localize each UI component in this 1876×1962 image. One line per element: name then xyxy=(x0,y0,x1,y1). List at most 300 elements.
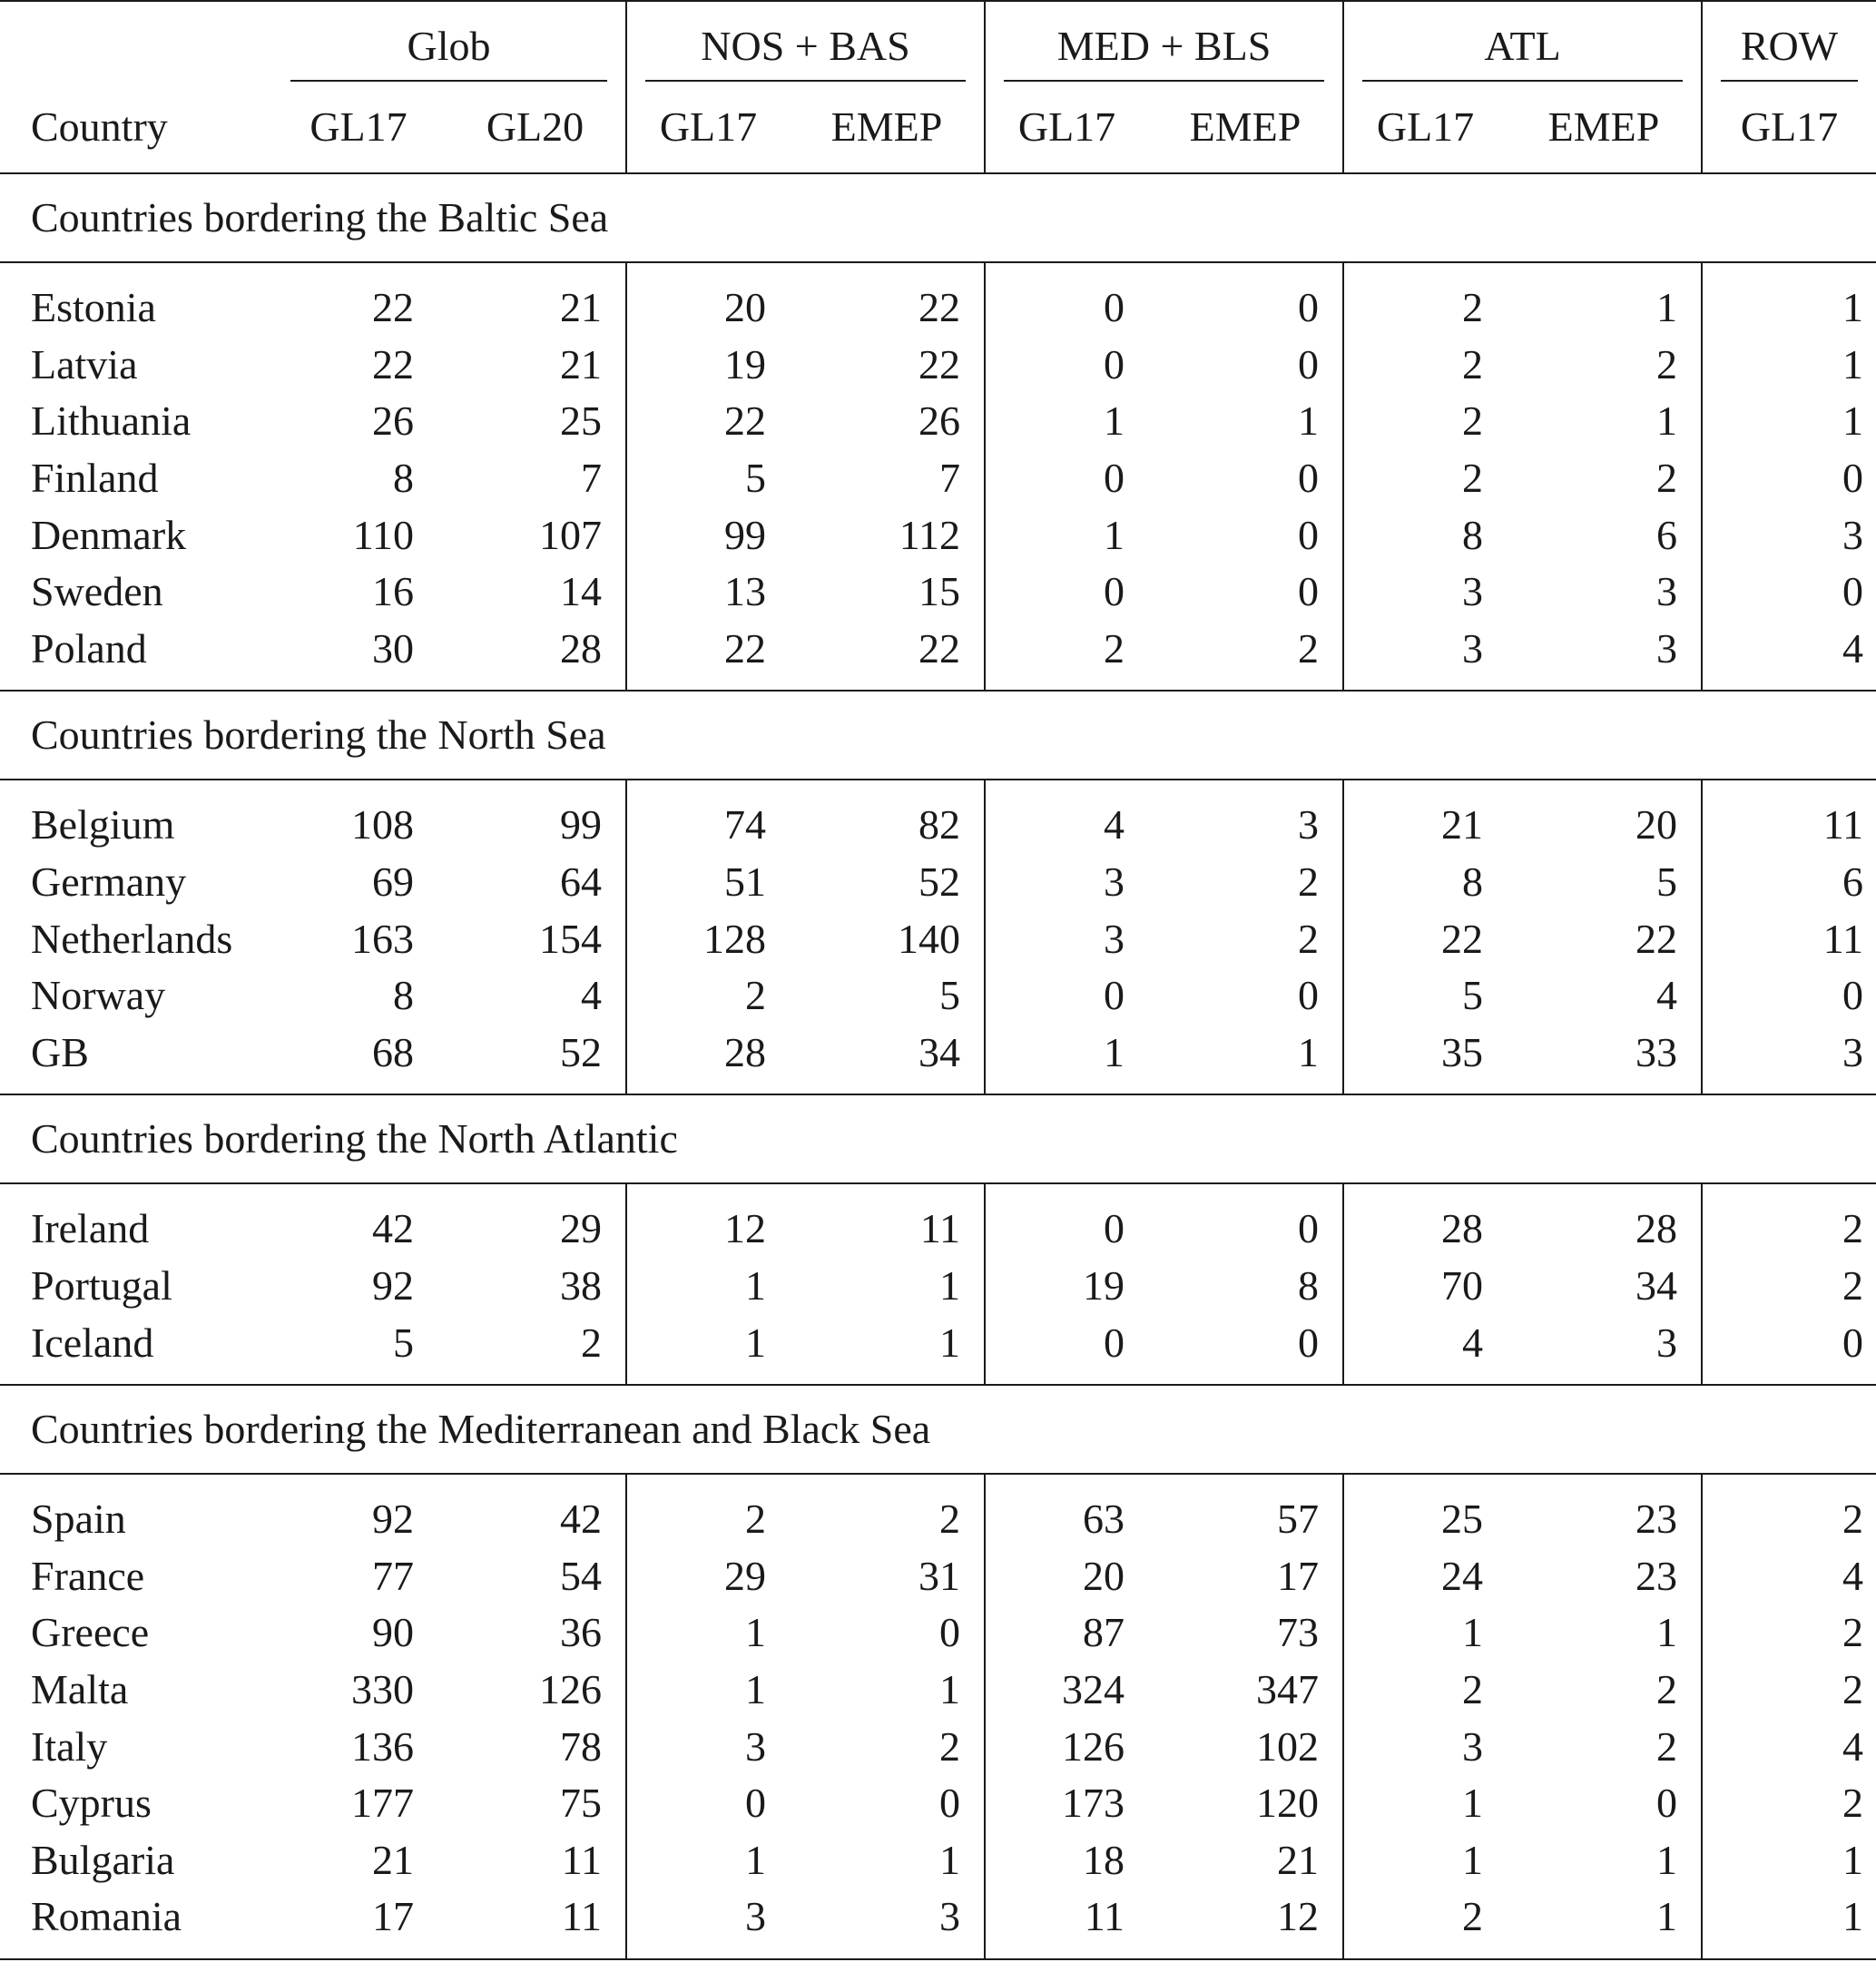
value-cell: 77 xyxy=(372,1552,414,1599)
country-name-cell: Denmark xyxy=(31,511,187,558)
value-cell: 4 xyxy=(1343,1314,1507,1371)
value-cell: 3 xyxy=(1656,568,1678,615)
country-name-cell: Belgium xyxy=(31,801,175,849)
value-cell: 64 xyxy=(560,858,602,906)
table-row xyxy=(0,1718,1876,1775)
value-cell: 22 xyxy=(918,624,961,672)
spacer-cell xyxy=(1702,1946,1876,1959)
spacer-cell xyxy=(985,262,1148,280)
group-header-blank xyxy=(0,1,272,82)
value-cell: 177 xyxy=(351,1780,414,1827)
value-cell: 2 xyxy=(985,621,1148,678)
value-cell: 29 xyxy=(626,1548,790,1605)
spacer-cell xyxy=(1343,1081,1507,1094)
value-cell: 2 xyxy=(1298,915,1320,962)
spacer-cell xyxy=(626,1081,790,1094)
value-cell: 20 xyxy=(626,280,790,337)
spacer-cell xyxy=(790,1371,985,1385)
value-cell: 1 xyxy=(1702,337,1876,394)
value-cell: 0 xyxy=(985,564,1148,621)
value-cell: 22 xyxy=(1343,910,1507,967)
country-name-cell: Norway xyxy=(31,972,166,1019)
value-cell: 2 xyxy=(1702,1258,1876,1315)
value-cell: 30 xyxy=(372,624,414,672)
spacer-cell xyxy=(1702,780,1876,797)
spacer-cell xyxy=(272,780,445,797)
spacer-cell xyxy=(445,1946,626,1959)
table-row xyxy=(0,854,1876,911)
country-name-cell: Romania xyxy=(31,1893,182,1940)
value-cell: 19 xyxy=(985,1258,1148,1315)
value-cell: 42 xyxy=(560,1496,602,1543)
section-header-row xyxy=(0,173,1876,262)
value-cell: 110 xyxy=(352,511,414,558)
value-cell: 26 xyxy=(918,397,961,445)
table-row xyxy=(0,450,1876,507)
column-header: GL17 xyxy=(1343,82,1507,173)
value-cell: 2 xyxy=(1343,1662,1507,1719)
value-cell: 2 xyxy=(626,1491,790,1548)
table-row xyxy=(0,1775,1876,1832)
value-cell: 0 xyxy=(939,1780,961,1827)
value-cell: 2 xyxy=(1343,280,1507,337)
table-row xyxy=(0,1888,1876,1946)
country-name-cell: Finland xyxy=(31,455,159,502)
group-header-row xyxy=(0,1,1876,82)
spacer-cell xyxy=(985,1183,1148,1201)
country-name-cell: Malta xyxy=(31,1665,129,1712)
value-cell: 2 xyxy=(1343,337,1507,394)
column-header: EMEP xyxy=(1189,103,1301,150)
spacer-cell xyxy=(1343,262,1507,280)
value-cell: 68 xyxy=(372,1028,414,1075)
spacer-cell xyxy=(272,1081,445,1094)
spacer-cell xyxy=(1702,677,1876,691)
table-row xyxy=(0,1258,1876,1315)
country-name-cell: Greece xyxy=(31,1609,150,1656)
value-cell: 22 xyxy=(626,621,790,678)
value-cell: 28 xyxy=(1343,1201,1507,1258)
value-cell: 108 xyxy=(351,801,414,849)
value-cell: 140 xyxy=(898,915,961,962)
spacer-cell xyxy=(1148,1946,1343,1959)
value-cell: 22 xyxy=(918,340,961,387)
value-cell: 324 xyxy=(985,1662,1148,1719)
section-end-spacer xyxy=(0,677,1876,691)
value-cell: 11 xyxy=(561,1893,602,1940)
value-cell: 54 xyxy=(560,1552,602,1599)
value-cell: 19 xyxy=(626,337,790,394)
value-cell: 3 xyxy=(985,910,1148,967)
table-row xyxy=(0,1491,1876,1548)
value-cell: 21 xyxy=(560,284,602,331)
column-header-row xyxy=(0,82,1876,173)
value-cell: 2 xyxy=(1702,1201,1876,1258)
value-cell: 38 xyxy=(560,1262,602,1310)
country-name-cell: Latvia xyxy=(31,340,138,387)
country-name-cell: Italy xyxy=(31,1722,108,1770)
spacer-cell xyxy=(985,677,1148,691)
value-cell: 6 xyxy=(1656,511,1678,558)
spacer-cell xyxy=(1507,677,1702,691)
value-cell: 11 xyxy=(561,1836,602,1883)
table-row xyxy=(0,1025,1876,1082)
value-cell: 1 xyxy=(1656,284,1678,331)
country-name-cell: Ireland xyxy=(31,1205,150,1252)
country-name-cell: France xyxy=(31,1552,145,1599)
value-cell: 1 xyxy=(1298,397,1320,445)
value-cell: 2 xyxy=(581,1319,602,1366)
spacer-cell xyxy=(1702,1371,1876,1385)
spacer-cell xyxy=(445,1474,626,1491)
value-cell: 99 xyxy=(626,506,790,564)
value-cell: 1 xyxy=(1702,1831,1876,1888)
spacer-cell xyxy=(626,1474,790,1491)
spacer-cell xyxy=(1148,677,1343,691)
value-cell: 1 xyxy=(626,1662,790,1719)
value-cell: 0 xyxy=(985,280,1148,337)
value-cell: 0 xyxy=(1298,340,1320,387)
country-name-cell: Lithuania xyxy=(31,397,192,445)
spacer-cell xyxy=(985,780,1148,797)
value-cell: 7 xyxy=(939,455,961,502)
spacer-cell xyxy=(790,1946,985,1959)
value-cell: 4 xyxy=(985,797,1148,854)
value-cell: 34 xyxy=(918,1028,961,1075)
spacer-cell xyxy=(1507,1081,1702,1094)
value-cell: 2 xyxy=(1298,858,1320,906)
country-name-cell: Poland xyxy=(31,624,147,672)
value-cell: 51 xyxy=(626,854,790,911)
spacer-cell xyxy=(1343,1474,1507,1491)
value-cell: 0 xyxy=(1298,972,1320,1019)
value-cell: 126 xyxy=(985,1718,1148,1775)
group-header-nos-bas: NOS + BAS xyxy=(626,1,985,82)
country-name-cell: Estonia xyxy=(31,284,156,331)
column-header: EMEP xyxy=(830,103,943,150)
country-name-cell: Netherlands xyxy=(31,915,233,962)
table-row xyxy=(0,506,1876,564)
value-cell: 92 xyxy=(372,1496,414,1543)
value-cell: 1 xyxy=(626,1258,790,1315)
value-cell: 163 xyxy=(351,915,414,962)
value-cell: 24 xyxy=(1343,1548,1507,1605)
spacer-cell xyxy=(790,262,985,280)
spacer-cell xyxy=(985,1946,1148,1959)
value-cell: 120 xyxy=(1256,1780,1320,1827)
value-cell: 5 xyxy=(939,972,961,1019)
group-header-row: ROW xyxy=(1702,1,1876,82)
value-cell: 1 xyxy=(939,1319,961,1366)
spacer-cell xyxy=(790,780,985,797)
spacer-cell xyxy=(985,1081,1148,1094)
section-spacer xyxy=(0,780,1876,797)
spacer-cell xyxy=(0,1371,272,1385)
value-cell: 12 xyxy=(1277,1893,1320,1940)
value-cell: 0 xyxy=(1656,1780,1678,1827)
value-cell: 21 xyxy=(1277,1836,1320,1883)
spacer-cell xyxy=(1343,1183,1507,1201)
value-cell: 3 xyxy=(1656,1319,1678,1366)
spacer-cell xyxy=(272,1474,445,1491)
value-cell: 1 xyxy=(985,1025,1148,1082)
value-cell: 3 xyxy=(1298,801,1320,849)
spacer-cell xyxy=(985,1371,1148,1385)
value-cell: 33 xyxy=(1635,1028,1678,1075)
value-cell: 3 xyxy=(1343,621,1507,678)
value-cell: 26 xyxy=(372,397,414,445)
value-cell: 35 xyxy=(1343,1025,1507,1082)
spacer-cell xyxy=(272,1946,445,1959)
value-cell: 29 xyxy=(560,1205,602,1252)
value-cell: 2 xyxy=(1298,624,1320,672)
value-cell: 102 xyxy=(1256,1722,1320,1770)
country-name-cell: Sweden xyxy=(31,568,163,615)
value-cell: 2 xyxy=(1702,1662,1876,1719)
table-row xyxy=(0,393,1876,450)
value-cell: 112 xyxy=(899,511,961,558)
value-cell: 34 xyxy=(1635,1262,1678,1310)
spacer-cell xyxy=(445,1183,626,1201)
section-title: Countries bordering the Baltic Sea xyxy=(0,173,1876,262)
value-cell: 5 xyxy=(626,450,790,507)
value-cell: 15 xyxy=(918,568,961,615)
value-cell: 4 xyxy=(1702,1718,1876,1775)
value-cell: 2 xyxy=(1656,1722,1678,1770)
value-cell: 74 xyxy=(626,797,790,854)
value-cell: 2 xyxy=(1702,1604,1876,1662)
value-cell: 6 xyxy=(1702,854,1876,911)
value-cell: 1 xyxy=(1298,1028,1320,1075)
value-cell: 5 xyxy=(1343,967,1507,1025)
value-cell: 0 xyxy=(985,1201,1148,1258)
value-cell: 8 xyxy=(1343,506,1507,564)
spacer-cell xyxy=(0,1474,272,1491)
country-name-cell: Portugal xyxy=(31,1262,172,1310)
section-header-row xyxy=(0,1385,1876,1474)
spacer-cell xyxy=(626,1371,790,1385)
value-cell: 57 xyxy=(1277,1496,1320,1543)
value-cell: 3 xyxy=(1343,564,1507,621)
value-cell: 11 xyxy=(985,1888,1148,1946)
value-cell: 0 xyxy=(985,967,1148,1025)
value-cell: 22 xyxy=(372,284,414,331)
value-cell: 78 xyxy=(560,1722,602,1770)
value-cell: 1 xyxy=(939,1836,961,1883)
spacer-cell xyxy=(1148,1371,1343,1385)
value-cell: 63 xyxy=(985,1491,1148,1548)
table-row xyxy=(0,337,1876,394)
section-header-row xyxy=(0,691,1876,780)
value-cell: 17 xyxy=(1277,1552,1320,1599)
value-cell: 2 xyxy=(1343,393,1507,450)
value-cell: 21 xyxy=(372,1836,414,1883)
value-cell: 28 xyxy=(560,624,602,672)
spacer-cell xyxy=(1702,1474,1876,1491)
value-cell: 1 xyxy=(1343,1604,1507,1662)
table-row xyxy=(0,1604,1876,1662)
country-name-cell: Bulgaria xyxy=(31,1836,175,1883)
spacer-cell xyxy=(1343,1371,1507,1385)
value-cell: 128 xyxy=(626,910,790,967)
spacer-cell xyxy=(1507,1946,1702,1959)
spacer-cell xyxy=(1343,677,1507,691)
spacer-cell xyxy=(445,1081,626,1094)
value-cell: 36 xyxy=(560,1609,602,1656)
value-cell: 87 xyxy=(985,1604,1148,1662)
value-cell: 2 xyxy=(1656,1665,1678,1712)
table-row xyxy=(0,564,1876,621)
spacer-cell xyxy=(0,780,272,797)
value-cell: 0 xyxy=(1298,455,1320,502)
value-cell: 0 xyxy=(1298,568,1320,615)
value-cell: 90 xyxy=(372,1609,414,1656)
value-cell: 8 xyxy=(1298,1262,1320,1310)
column-header: GL17 xyxy=(626,82,790,173)
spacer-cell xyxy=(0,262,272,280)
value-cell: 2 xyxy=(939,1496,961,1543)
value-cell: 0 xyxy=(1298,284,1320,331)
value-cell: 2 xyxy=(1343,1888,1507,1946)
value-cell: 1 xyxy=(1343,1775,1507,1832)
value-cell: 2 xyxy=(939,1722,961,1770)
country-name-cell: Spain xyxy=(31,1496,126,1543)
value-cell: 1 xyxy=(1656,1836,1678,1883)
spacer-cell xyxy=(445,262,626,280)
spacer-cell xyxy=(1507,262,1702,280)
value-cell: 3 xyxy=(1343,1718,1507,1775)
value-cell: 13 xyxy=(626,564,790,621)
value-cell: 42 xyxy=(372,1205,414,1252)
value-cell: 4 xyxy=(1702,1548,1876,1605)
spacer-cell xyxy=(1148,1474,1343,1491)
value-cell: 92 xyxy=(372,1262,414,1310)
value-cell: 4 xyxy=(581,972,602,1019)
column-header: GL17 xyxy=(1702,82,1876,173)
group-header-glob: Glob xyxy=(272,1,626,82)
value-cell: 1 xyxy=(1656,397,1678,445)
value-cell: 2 xyxy=(1656,340,1678,387)
spacer-cell xyxy=(272,1371,445,1385)
section-end-spacer xyxy=(0,1946,1876,1959)
section-spacer xyxy=(0,1183,1876,1201)
column-header-country: Country xyxy=(31,103,168,150)
value-cell: 2 xyxy=(626,967,790,1025)
spacer-cell xyxy=(445,1371,626,1385)
value-cell: 75 xyxy=(560,1780,602,1827)
value-cell: 1 xyxy=(626,1604,790,1662)
value-cell: 0 xyxy=(1298,511,1320,558)
spacer-cell xyxy=(985,1474,1148,1491)
section-end-spacer xyxy=(0,1081,1876,1094)
value-cell: 11 xyxy=(1702,797,1876,854)
spacer-cell xyxy=(1148,1183,1343,1201)
table-row xyxy=(0,910,1876,967)
value-cell: 23 xyxy=(1635,1552,1678,1599)
spacer-cell xyxy=(1507,1183,1702,1201)
value-cell: 3 xyxy=(626,1888,790,1946)
value-cell: 4 xyxy=(1702,621,1876,678)
value-cell: 1 xyxy=(626,1314,790,1371)
value-cell: 2 xyxy=(1702,1491,1876,1548)
spacer-cell xyxy=(272,677,445,691)
value-cell: 22 xyxy=(918,284,961,331)
value-cell: 0 xyxy=(1702,450,1876,507)
table-row xyxy=(0,280,1876,337)
table-row xyxy=(0,1201,1876,1258)
value-cell: 0 xyxy=(985,337,1148,394)
spacer-cell xyxy=(790,1474,985,1491)
spacer-cell xyxy=(1702,1081,1876,1094)
value-cell: 173 xyxy=(985,1775,1148,1832)
table-row xyxy=(0,1548,1876,1605)
spacer-cell xyxy=(790,1183,985,1201)
value-cell: 1 xyxy=(1702,1888,1876,1946)
column-header: GL17 xyxy=(309,103,408,150)
value-cell: 5 xyxy=(1656,858,1678,906)
value-cell: 3 xyxy=(1702,506,1876,564)
value-cell: 1 xyxy=(1702,280,1876,337)
value-cell: 8 xyxy=(393,972,414,1019)
value-cell: 2 xyxy=(1343,450,1507,507)
value-cell: 22 xyxy=(626,393,790,450)
group-header-atl: ATL xyxy=(1343,1,1702,82)
value-cell: 18 xyxy=(985,1831,1148,1888)
section-header-row xyxy=(0,1094,1876,1183)
country-name-cell: Iceland xyxy=(31,1319,154,1366)
section-title: Countries bordering the Mediterranean and Black Sea xyxy=(0,1385,1876,1474)
value-cell: 0 xyxy=(1298,1319,1320,1366)
section-title: Countries bordering the North Sea xyxy=(0,691,1876,780)
value-cell: 16 xyxy=(372,568,414,615)
spacer-cell xyxy=(626,1946,790,1959)
value-cell: 2 xyxy=(1656,455,1678,502)
value-cell: 107 xyxy=(539,511,602,558)
value-cell: 1 xyxy=(939,1665,961,1712)
spacer-cell xyxy=(1507,1371,1702,1385)
value-cell: 330 xyxy=(351,1665,414,1712)
column-header: GL17 xyxy=(985,82,1148,173)
spacer-cell xyxy=(626,677,790,691)
country-name-cell: GB xyxy=(31,1028,89,1075)
value-cell: 0 xyxy=(1298,1205,1320,1252)
value-cell: 52 xyxy=(560,1028,602,1075)
table-row xyxy=(0,1831,1876,1888)
value-cell: 17 xyxy=(372,1893,414,1940)
table-row xyxy=(0,797,1876,854)
value-cell: 69 xyxy=(372,858,414,906)
column-header: GL20 xyxy=(486,103,584,150)
value-cell: 0 xyxy=(985,1314,1148,1371)
spacer-cell xyxy=(272,262,445,280)
value-cell: 11 xyxy=(919,1205,961,1252)
value-cell: 52 xyxy=(918,858,961,906)
value-cell: 22 xyxy=(372,340,414,387)
spacer-cell xyxy=(1148,262,1343,280)
column-header: EMEP xyxy=(1547,103,1660,150)
value-cell: 8 xyxy=(1343,854,1507,911)
value-cell: 3 xyxy=(1656,624,1678,672)
spacer-cell xyxy=(790,1081,985,1094)
value-cell: 25 xyxy=(1343,1491,1507,1548)
value-cell: 154 xyxy=(539,915,602,962)
value-cell: 5 xyxy=(393,1319,414,1366)
group-header-med-bls: MED + BLS xyxy=(985,1,1343,82)
section-spacer xyxy=(0,262,1876,280)
value-cell: 23 xyxy=(1635,1496,1678,1543)
spacer-cell xyxy=(0,1081,272,1094)
value-cell: 0 xyxy=(1702,564,1876,621)
